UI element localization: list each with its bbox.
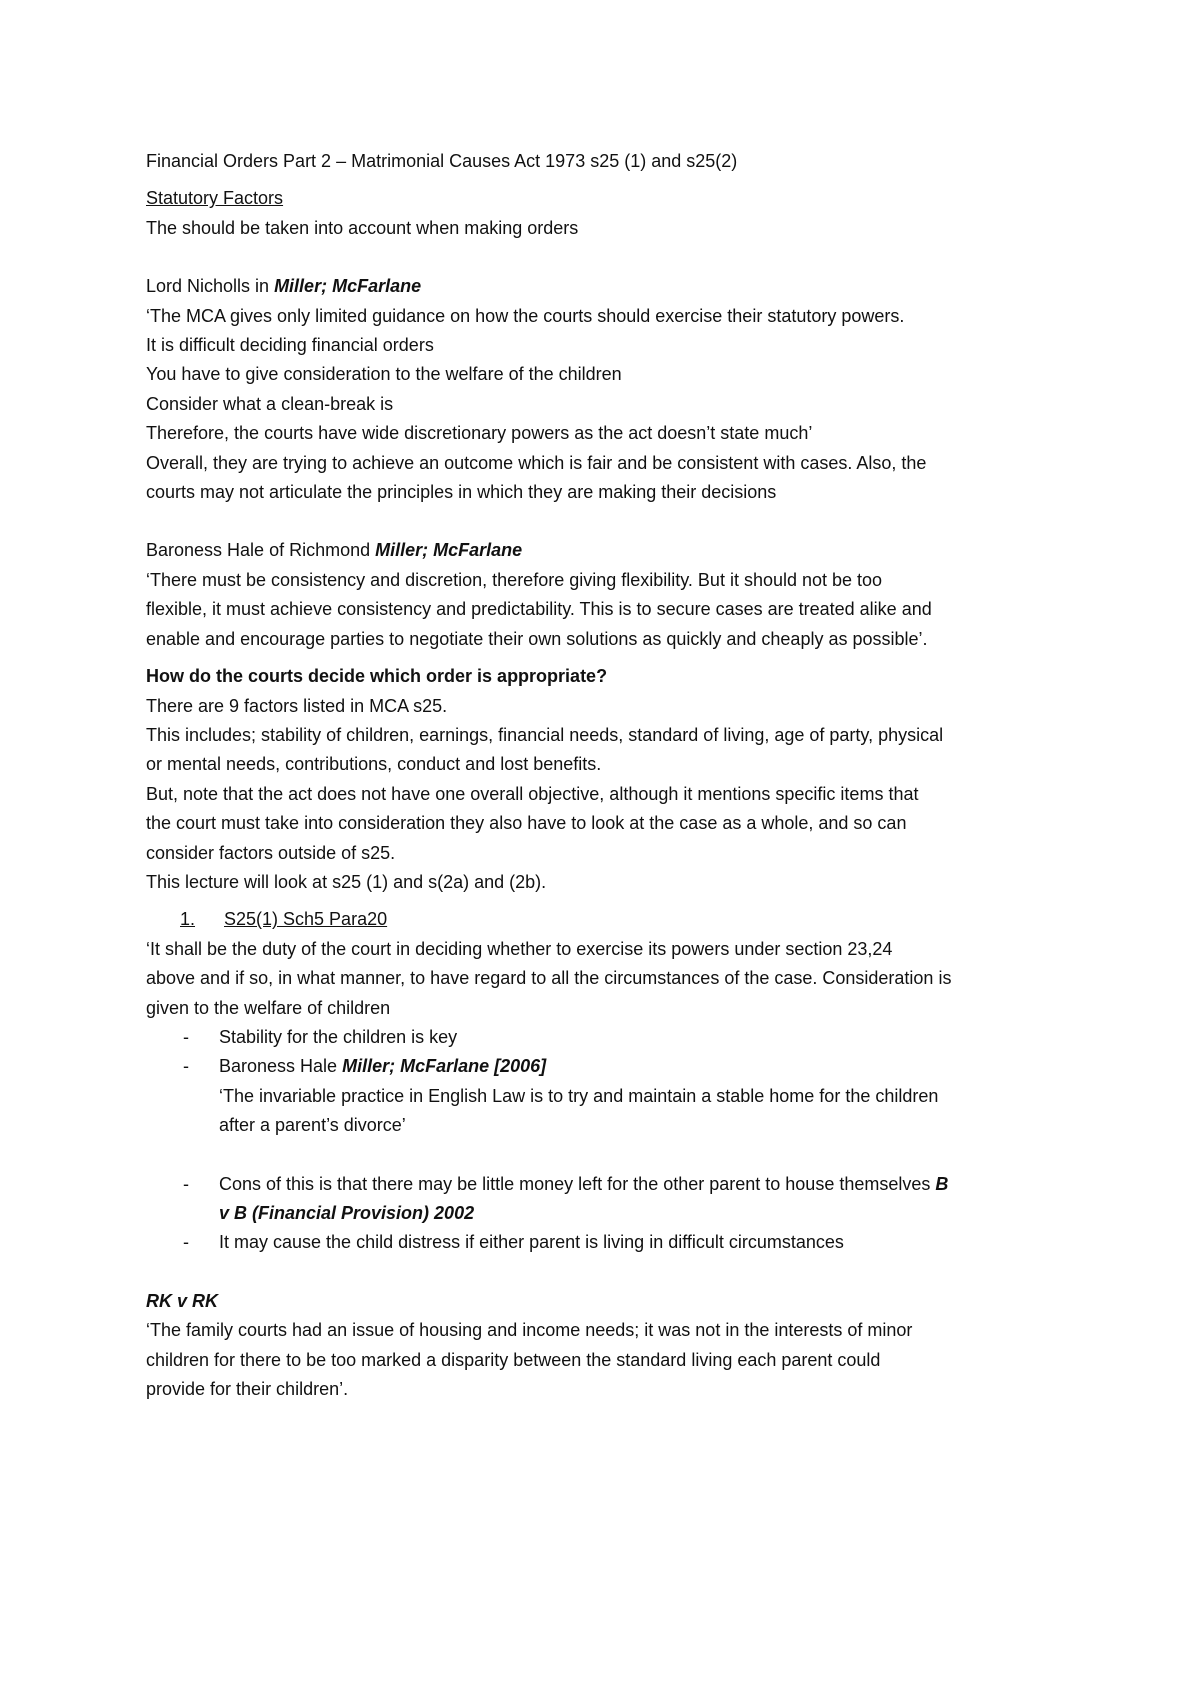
section-1-title: S25(1) Sch5 Para20 — [224, 909, 388, 930]
hale-intro — [146, 536, 1050, 565]
dash-bullet-icon: - — [183, 1173, 189, 1194]
hale-line: flexible, it must achieve consistency and predictability. This is to secure cases are treated alike and — [146, 599, 932, 620]
section-1-line: given to the welfare of children — [146, 997, 391, 1018]
courts-line: There are 9 factors listed in MCA s25. — [146, 695, 448, 716]
statutory-factors-heading: Statutory Factors — [146, 188, 284, 209]
hale-case-name: Miller; McFarlane — [375, 540, 523, 561]
bullet-item — [146, 1228, 1050, 1257]
bullet-case-name: B — [935, 1173, 949, 1194]
document-title: Financial Orders Part 2 – Matrimonial Causes Act 1973 s25 (1) and s25(2) — [146, 151, 738, 171]
bullet-gap — [219, 1141, 1050, 1170]
courts-line: This includes; stability of children, earnings, financial needs, standard of living, age of party, physical — [146, 724, 944, 745]
hale-line: ‘There must be consistency and discretion, therefore giving flexibility. But it should not be too — [146, 569, 883, 590]
bullet-item — [146, 1052, 1050, 1169]
nicholls-intro-text: Lord Nicholls in — [146, 276, 275, 297]
nicholls-line: Consider what a clean-break is — [146, 393, 394, 414]
courts-line: But, note that the act does not have one overall objective, although it mentions specific items that — [146, 783, 919, 804]
nicholls-case-name: Miller; McFarlane — [274, 276, 422, 297]
courts-line: This lecture will look at s25 (1) and s(2a) and (2b). — [146, 871, 547, 892]
rk-heading: RK v RK — [146, 1290, 219, 1311]
nicholls-line: Overall, they are trying to achieve an outcome which is fair and be consistent with cases. Also, the — [146, 452, 927, 473]
nicholls-line: Therefore, the courts have wide discretionary powers as the act doesn’t state much’ — [146, 423, 813, 444]
courts-line: consider factors outside of s25. — [146, 842, 396, 863]
bullet-text: Baroness Hale — [219, 1056, 343, 1077]
section-1-line: ‘It shall be the duty of the court in deciding whether to exercise its powers under section 23,24 — [146, 938, 893, 959]
nicholls-intro — [146, 272, 1050, 301]
section-1-line: above and if so, in what manner, to have regard to all the circumstances of the case. Consideration is — [146, 968, 952, 989]
statutory-factors-line: The should be taken into account when making orders — [146, 217, 579, 238]
nicholls-line: You have to give consideration to the welfare of the children — [146, 364, 622, 385]
bullet-case-name: Miller; McFarlane [2006] — [342, 1056, 547, 1077]
dash-bullet-icon: - — [183, 1026, 189, 1047]
bullet-quote-line: after a parent’s divorce’ — [219, 1115, 406, 1136]
bullet-text: Cons of this is that there may be little money left for the other parent to house themselves — [219, 1173, 936, 1194]
bullet-item — [146, 1023, 1050, 1052]
nicholls-line: courts may not articulate the principles in which they are making their decisions — [146, 482, 777, 503]
rk-line: ‘The family courts had an issue of housing and income needs; it was not in the interests of minor — [146, 1320, 913, 1341]
nicholls-line: ‘The MCA gives only limited guidance on how the courts should exercise their statutory powers. — [146, 305, 905, 326]
bullet-text: It may cause the child distress if either parent is living in difficult circumstances — [219, 1232, 844, 1253]
courts-line: the court must take into consideration they also have to look at the case as a whole, and so can — [146, 813, 907, 834]
nicholls-line: It is difficult deciding financial orders — [146, 335, 434, 356]
section-1-heading — [146, 905, 1050, 934]
dash-bullet-icon: - — [183, 1232, 189, 1253]
rk-line: children for there to be too marked a disparity between the standard living each parent could — [146, 1349, 881, 1370]
courts-line: or mental needs, contributions, conduct and lost benefits. — [146, 754, 602, 775]
dash-bullet-icon: - — [183, 1056, 189, 1077]
bullet-text: Stability for the children is key — [219, 1026, 458, 1047]
rk-line: provide for their children’. — [146, 1379, 349, 1400]
section-1-number: 1. — [180, 909, 196, 930]
bullet-case-name: v B (Financial Provision) 2002 — [219, 1203, 475, 1223]
hale-line: enable and encourage parties to negotiate their own solutions as quickly and cheaply as possible’. — [146, 628, 928, 649]
courts-heading: How do the courts decide which order is appropriate? — [146, 666, 608, 687]
welfare-bullet-list — [146, 1023, 1050, 1258]
bullet-quote-line: ‘The invariable practice in English Law is to try and maintain a stable home for the children — [219, 1085, 939, 1106]
hale-intro-text: Baroness Hale of Richmond — [146, 540, 376, 561]
bullet-item — [146, 1170, 1050, 1229]
